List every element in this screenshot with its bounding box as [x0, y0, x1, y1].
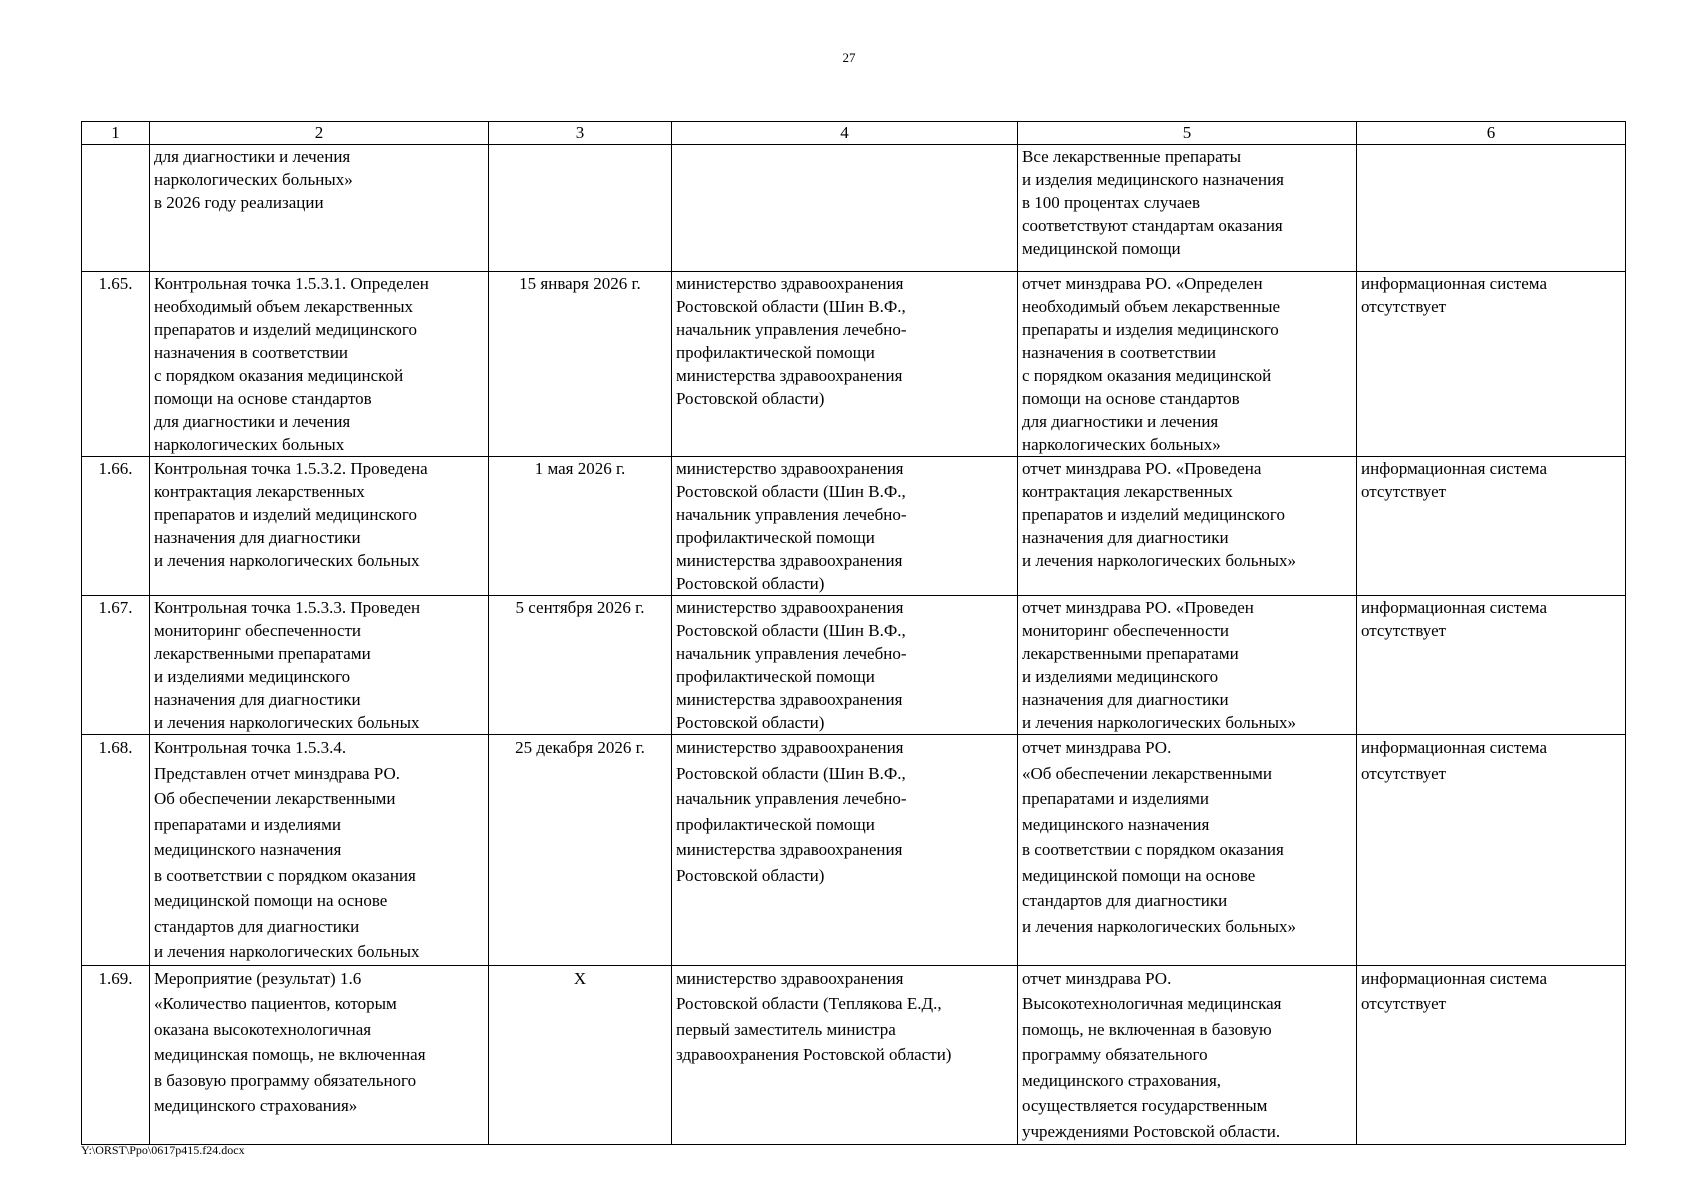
- result-line: с порядком оказания медицинской: [1022, 366, 1272, 385]
- result-line: соответствуют стандартам оказания: [1022, 216, 1283, 235]
- info-system-line: информационная система: [1361, 274, 1547, 293]
- table-row: [82, 735, 1626, 966]
- header-col-4: 4: [672, 122, 1018, 145]
- result-cell: [1018, 596, 1357, 735]
- table-row: [82, 272, 1626, 457]
- result-line: отчет минздрава РО.: [1022, 968, 1172, 988]
- event-line: медицинская помощь, не включенная: [154, 1045, 426, 1064]
- header-col-5: 5: [1018, 122, 1357, 145]
- info-system-cell: [1357, 145, 1626, 272]
- result-line: осуществляется государственным: [1022, 1096, 1268, 1115]
- responsible-line: министерства здравоохранения: [676, 690, 903, 709]
- responsible-cell: [672, 145, 1018, 272]
- result-line: медицинского страхования,: [1022, 1070, 1222, 1090]
- row-number-cell: [82, 145, 150, 272]
- result-line: отчет минздрава РО. «Проведен: [1022, 598, 1254, 617]
- info-system-line: отсутствует: [1361, 297, 1447, 316]
- event-line: контрактация лекарственных: [154, 482, 365, 501]
- deadline-date: 25 декабря 2026 г.: [515, 738, 645, 757]
- event-line: препаратов и изделий медицинского: [154, 505, 417, 524]
- table-row: [82, 596, 1626, 735]
- table-body: [82, 145, 1626, 1145]
- responsible-line: начальник управления лечебно-: [676, 505, 907, 524]
- event-line: с порядком оказания медицинской: [154, 366, 404, 385]
- info-system-line: информационная система: [1361, 598, 1547, 617]
- event-line: для диагностики и лечения: [154, 147, 351, 166]
- info-system-line: информационная система: [1361, 738, 1547, 757]
- responsible-line: Ростовской области): [676, 865, 825, 885]
- row-number-cell: [82, 965, 150, 1145]
- info-system-cell: [1357, 272, 1626, 457]
- row-number: 1.69.: [98, 968, 133, 988]
- responsible-line: министерства здравоохранения: [676, 551, 903, 570]
- row-number-cell: [82, 272, 150, 457]
- info-system-cell: [1357, 457, 1626, 596]
- row-number: 1.66.: [98, 459, 133, 478]
- responsible-line: министерство здравоохранения: [676, 598, 904, 617]
- event-line: Представлен отчет минздрава РО.: [154, 763, 400, 783]
- responsible-line: профилактической помощи: [676, 528, 875, 547]
- result-line: медицинской помощи: [1022, 239, 1181, 258]
- responsible-cell: [672, 457, 1018, 596]
- responsible-line: здравоохранения Ростовской области): [676, 1045, 952, 1064]
- info-system-line: информационная система: [1361, 459, 1547, 478]
- result-line: отчет минздрава РО. «Определен: [1022, 274, 1263, 293]
- event-line: Контрольная точка 1.5.3.4.: [154, 738, 347, 757]
- result-line: и изделия медицинского назначения: [1022, 170, 1284, 189]
- event-line: и лечения наркологических больных: [154, 942, 420, 961]
- result-line: отчет минздрава РО. «Проведена: [1022, 459, 1262, 478]
- event-line: Мероприятие (результат) 1.6: [154, 968, 362, 988]
- event-line: назначения для диагностики: [154, 528, 361, 547]
- responsible-line: начальник управления лечебно-: [676, 320, 907, 339]
- result-cell: [1018, 272, 1357, 457]
- event-line: наркологических больных»: [154, 170, 353, 189]
- event-line: в соответствии с порядком оказания: [154, 865, 416, 885]
- file-path-footer: Y:\ORST\Ppo\0617p415.f24.docx: [81, 1143, 245, 1157]
- event-line: Об обеспечении лекарственными: [154, 789, 396, 808]
- event-line: Контрольная точка 1.5.3.3. Проведен: [154, 598, 421, 617]
- event-line: наркологических больных: [154, 435, 345, 454]
- result-line: необходимый объем лекарственные: [1022, 297, 1281, 316]
- result-line: и изделиями медицинского: [1022, 667, 1219, 686]
- deadline-cell: [489, 145, 672, 272]
- responsible-cell: [672, 965, 1018, 1145]
- deadline-date: 5 сентября 2026 г.: [515, 598, 645, 617]
- deadline-cell: [489, 272, 672, 457]
- responsible-cell: [672, 735, 1018, 966]
- event-line: для диагностики и лечения: [154, 412, 351, 431]
- event-line: препаратами и изделиями: [154, 814, 341, 834]
- responsible-line: начальник управления лечебно-: [676, 789, 907, 808]
- responsible-line: Ростовской области (Шин В.Ф.,: [676, 763, 906, 783]
- event-line: Контрольная точка 1.5.3.1. Определен: [154, 274, 429, 293]
- info-system-cell: [1357, 735, 1626, 966]
- responsible-line: Ростовской области (Шин В.Ф.,: [676, 482, 906, 501]
- event-line: в базовую программу обязательного: [154, 1070, 417, 1090]
- result-line: программу обязательного: [1022, 1045, 1208, 1064]
- event-cell: [150, 145, 489, 272]
- deadline-date: 15 января 2026 г.: [519, 274, 641, 293]
- result-line: медицинской помощи на основе: [1022, 865, 1256, 885]
- responsible-line: первый заместитель министра: [676, 1019, 896, 1039]
- event-line: медицинского страхования»: [154, 1096, 358, 1115]
- responsible-line: министерство здравоохранения: [676, 738, 904, 757]
- result-line: в 100 процентах случаев: [1022, 193, 1200, 212]
- result-line: препаратов и изделий медицинского: [1022, 505, 1285, 524]
- responsible-line: профилактической помощи: [676, 814, 875, 834]
- event-cell: [150, 735, 489, 966]
- result-line: медицинского назначения: [1022, 814, 1210, 834]
- event-line: назначения в соответствии: [154, 343, 349, 362]
- info-system-line: отсутствует: [1361, 763, 1447, 783]
- deadline-cell: [489, 965, 672, 1145]
- header-row: [82, 122, 1626, 145]
- result-line: лекарственными препаратами: [1022, 644, 1239, 663]
- responsible-line: начальник управления лечебно-: [676, 644, 907, 663]
- event-line: оказана высокотехнологичная: [154, 1019, 372, 1039]
- result-line: помощи на основе стандартов: [1022, 389, 1240, 408]
- responsible-line: министерство здравоохранения: [676, 274, 904, 293]
- responsible-line: Ростовской области (Теплякова Е.Д.,: [676, 994, 942, 1013]
- responsible-line: профилактической помощи: [676, 667, 875, 686]
- deadline-cell: [489, 596, 672, 735]
- result-line: назначения для диагностики: [1022, 528, 1229, 547]
- event-line: стандартов для диагностики: [154, 916, 360, 936]
- result-line: учреждениями Ростовской области.: [1022, 1121, 1281, 1141]
- table-row: [82, 145, 1626, 272]
- event-line: необходимый объем лекарственных: [154, 297, 413, 316]
- event-line: помощи на основе стандартов: [154, 389, 372, 408]
- event-line: «Количество пациентов, которым: [154, 994, 397, 1013]
- header-col-1: 1: [82, 122, 150, 145]
- event-line: медицинской помощи на основе: [154, 891, 388, 910]
- responsible-line: Ростовской области (Шин В.Ф.,: [676, 621, 906, 640]
- responsible-line: Ростовской области): [676, 574, 825, 593]
- responsible-line: министерства здравоохранения: [676, 366, 903, 385]
- responsible-line: Ростовской области): [676, 713, 825, 732]
- info-system-cell: [1357, 596, 1626, 735]
- result-line: помощь, не включенная в базовую: [1022, 1019, 1272, 1039]
- responsible-cell: [672, 596, 1018, 735]
- info-system-cell: [1357, 965, 1626, 1145]
- result-line: Все лекарственные препараты: [1022, 147, 1242, 166]
- table-row: [82, 457, 1626, 596]
- deadline-cell: [489, 735, 672, 966]
- row-number: 1.67.: [98, 598, 133, 617]
- plan-table: [81, 121, 1626, 1145]
- responsible-line: Ростовской области): [676, 389, 825, 408]
- result-line: контрактация лекарственных: [1022, 482, 1233, 501]
- result-line: наркологических больных»: [1022, 435, 1221, 454]
- result-line: для диагностики и лечения: [1022, 412, 1219, 431]
- row-number-cell: [82, 735, 150, 966]
- result-line: назначения в соответствии: [1022, 343, 1217, 362]
- row-number-cell: [82, 596, 150, 735]
- responsible-line: профилактической помощи: [676, 343, 875, 362]
- result-cell: [1018, 735, 1357, 966]
- result-cell: [1018, 145, 1357, 272]
- row-number: 1.65.: [98, 274, 133, 293]
- responsible-line: министерства здравоохранения: [676, 840, 903, 859]
- result-line: и лечения наркологических больных»: [1022, 916, 1297, 936]
- responsible-cell: [672, 272, 1018, 457]
- result-line: стандартов для диагностики: [1022, 891, 1228, 910]
- result-line: отчет минздрава РО.: [1022, 738, 1172, 757]
- info-system-line: отсутствует: [1361, 621, 1447, 640]
- result-cell: [1018, 457, 1357, 596]
- result-line: Высокотехнологичная медицинская: [1022, 994, 1282, 1013]
- responsible-line: министерство здравоохранения: [676, 968, 904, 988]
- event-cell: [150, 272, 489, 457]
- result-line: мониторинг обеспеченности: [1022, 621, 1230, 640]
- row-number-cell: [82, 457, 150, 596]
- responsible-line: министерство здравоохранения: [676, 459, 904, 478]
- result-line: и лечения наркологических больных»: [1022, 551, 1297, 570]
- event-line: и лечения наркологических больных: [154, 713, 420, 732]
- event-cell: [150, 965, 489, 1145]
- deadline-cell: [489, 457, 672, 596]
- event-line: Контрольная точка 1.5.3.2. Проведена: [154, 459, 428, 478]
- deadline-date: X: [573, 968, 587, 988]
- event-line: препаратов и изделий медицинского: [154, 320, 417, 339]
- info-system-line: отсутствует: [1361, 994, 1447, 1013]
- event-line: мониторинг обеспеченности: [154, 621, 362, 640]
- event-cell: [150, 596, 489, 735]
- event-line: и лечения наркологических больных: [154, 551, 420, 570]
- result-line: препараты и изделия медицинского: [1022, 320, 1279, 339]
- event-line: в 2026 году реализации: [154, 193, 324, 212]
- event-line: медицинского назначения: [154, 840, 342, 859]
- row-number: 1.68.: [98, 738, 133, 757]
- event-cell: [150, 457, 489, 596]
- result-line: «Об обеспечении лекарственными: [1022, 763, 1272, 783]
- result-cell: [1018, 965, 1357, 1145]
- result-line: в соответствии с порядком оказания: [1022, 840, 1284, 859]
- event-line: и изделиями медицинского: [154, 667, 351, 686]
- info-system-line: отсутствует: [1361, 482, 1447, 501]
- event-line: лекарственными препаратами: [154, 644, 371, 663]
- result-line: назначения для диагностики: [1022, 690, 1229, 709]
- table-row: [82, 965, 1626, 1145]
- page-number: 27: [842, 50, 856, 65]
- deadline-date: 1 мая 2026 г.: [534, 459, 626, 478]
- header-col-6: 6: [1357, 122, 1626, 145]
- header-col-3: 3: [489, 122, 672, 145]
- info-system-line: информационная система: [1361, 968, 1547, 988]
- responsible-line: Ростовской области (Шин В.Ф.,: [676, 297, 906, 316]
- result-line: и лечения наркологических больных»: [1022, 713, 1297, 732]
- header-col-2: 2: [150, 122, 489, 145]
- result-line: препаратами и изделиями: [1022, 789, 1209, 808]
- event-line: назначения для диагностики: [154, 690, 361, 709]
